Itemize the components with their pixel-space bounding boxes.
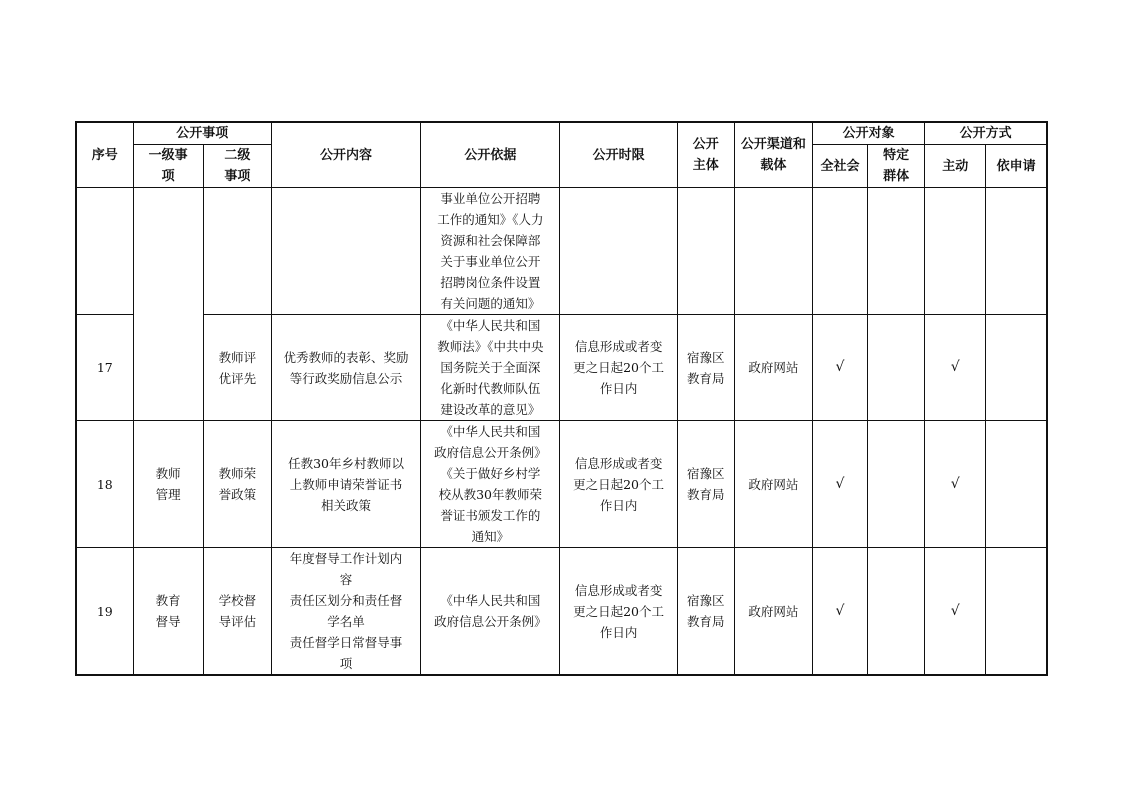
cell-seq: 18: [76, 421, 133, 548]
cell-subject: 宿豫区 教育局: [677, 315, 734, 421]
header-method: 公开方式: [925, 122, 1047, 145]
header-time-limit: 公开时限: [560, 122, 677, 188]
cell-basis: 《中华人民共和国 教师法》《中共中央 国务院关于全面深 化新时代教师队伍 建设改革的意见》: [421, 315, 560, 421]
table-row: [76, 188, 1047, 315]
table-row: [76, 315, 1047, 421]
cell-specific-group: [868, 315, 925, 421]
cell-seq: [76, 188, 133, 315]
cell-subject: 宿豫区 教育局: [677, 421, 734, 548]
cell-on-request: [986, 421, 1047, 548]
header-level1: 一级事 项: [133, 145, 203, 188]
cell-whole-society: [812, 188, 867, 315]
cell-whole-society: √: [812, 315, 867, 421]
cell-content: 任教30年乡村教师以 上教师申请荣誉证书 相关政策: [271, 421, 420, 548]
cell-specific-group: [868, 548, 925, 676]
cell-channel: 政府网站: [734, 315, 812, 421]
cell-channel: 政府网站: [734, 548, 812, 676]
cell-time-limit: 信息形成或者变 更之日起20个工 作日内: [560, 548, 677, 676]
cell-specific-group: [868, 188, 925, 315]
cell-content: [271, 188, 420, 315]
cell-content: 优秀教师的表彰、奖励 等行政奖励信息公示: [271, 315, 420, 421]
cell-channel: [734, 188, 812, 315]
header-row-1: [76, 122, 1047, 145]
cell-active: √: [925, 548, 986, 676]
cell-active: √: [925, 315, 986, 421]
table-row: [76, 421, 1047, 548]
cell-basis: 《中华人民共和国 政府信息公开条例》: [421, 548, 560, 676]
cell-seq: 19: [76, 548, 133, 676]
cell-channel: 政府网站: [734, 421, 812, 548]
header-channel: 公开渠道和 载体: [734, 122, 812, 188]
cell-on-request: [986, 315, 1047, 421]
cell-on-request: [986, 188, 1047, 315]
cell-level1: 教师 管理: [133, 421, 203, 548]
cell-active: [925, 188, 986, 315]
cell-level2: 教师评 优评先: [203, 315, 271, 421]
disclosure-table: [75, 121, 1048, 676]
header-whole-society: 全社会: [812, 145, 867, 188]
table-row: [76, 548, 1047, 676]
header-on-request: 依申请: [986, 145, 1047, 188]
header-level2: 二级 事项: [203, 145, 271, 188]
header-item: 公开事项: [133, 122, 271, 145]
header-subject: 公开 主体: [677, 122, 734, 188]
cell-level2: 教师荣 誉政策: [203, 421, 271, 548]
header-specific-group: 特定 群体: [868, 145, 925, 188]
header-content: 公开内容: [271, 122, 420, 188]
cell-specific-group: [868, 421, 925, 548]
cell-basis: 《中华人民共和国 政府信息公开条例》 《关于做好乡村学 校从教30年教师荣 誉证书颁发工作的 通知》: [421, 421, 560, 548]
cell-active: √: [925, 421, 986, 548]
cell-subject: 宿豫区 教育局: [677, 548, 734, 676]
cell-subject: [677, 188, 734, 315]
cell-content: 年度督导工作计划内 容 责任区划分和责任督 学名单 责任督学日常督导事 项: [271, 548, 420, 676]
header-seq: 序号: [76, 122, 133, 188]
header-basis: 公开依据: [421, 122, 560, 188]
cell-seq: 17: [76, 315, 133, 421]
header-active: 主动: [925, 145, 986, 188]
cell-level1: [133, 188, 203, 421]
cell-level2: [203, 188, 271, 315]
cell-level2: 学校督 导评估: [203, 548, 271, 676]
cell-time-limit: 信息形成或者变 更之日起20个工 作日内: [560, 421, 677, 548]
cell-time-limit: [560, 188, 677, 315]
cell-basis: 事业单位公开招聘 工作的通知》《人力 资源和社会保障部 关于事业单位公开 招聘岗位条件设置 有关问题的通知》: [421, 188, 560, 315]
cell-level1: 教育 督导: [133, 548, 203, 676]
cell-on-request: [986, 548, 1047, 676]
header-audience: 公开对象: [812, 122, 924, 145]
cell-whole-society: √: [812, 548, 867, 676]
cell-time-limit: 信息形成或者变 更之日起20个工 作日内: [560, 315, 677, 421]
cell-whole-society: √: [812, 421, 867, 548]
